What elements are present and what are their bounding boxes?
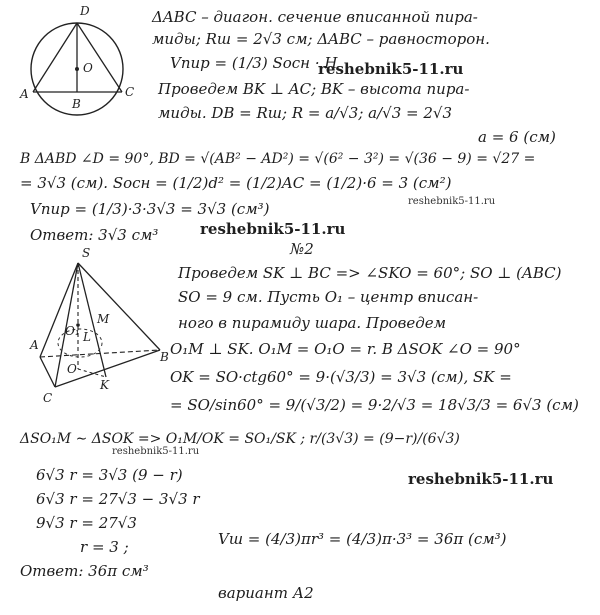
fig2-label-o: O bbox=[67, 362, 77, 376]
fig2-label-s: S bbox=[82, 246, 91, 260]
watermark: reshebnik5-11.ru bbox=[408, 196, 496, 207]
text-line: Vш = (4/3)πr³ = (4/3)π·3³ = 36π (см³) bbox=[218, 530, 507, 548]
text-line: Vпир = (1/3) Sосн · H bbox=[170, 54, 338, 72]
text-line: миды. DB = Rш; R = a/√3; a/√3 = 2√3 bbox=[158, 104, 453, 122]
text-line: = SO/sin60° = 9/(√3/2) = 9·2/√3 = 18√3/3 = 6√3 (см) bbox=[170, 396, 579, 414]
text-line: миды; Rш = 2√3 см; ΔABC – равносторон. bbox=[152, 30, 490, 48]
fig1-label-d: D bbox=[80, 4, 90, 18]
pyramid-figure bbox=[0, 245, 175, 415]
answer-line: Ответ: 3√3 см³ bbox=[30, 226, 159, 244]
watermark: reshebnik5-11.ru bbox=[112, 446, 200, 457]
text-line: SO = 9 см. Пусть O₁ – центр вписан- bbox=[178, 288, 479, 306]
answer-line: Ответ: 36π см³ bbox=[20, 562, 149, 580]
text-line: ΔSO₁M ∼ ΔSOK => O₁M/OK = SO₁/SK ; r/(3√3) = (9−r)/(6√3) bbox=[20, 431, 460, 447]
watermark: reshebnik5-11.ru bbox=[408, 470, 554, 488]
text-line: Проведем SK ⊥ BC => ∠SKO = 60°; SO ⊥ (ABC) bbox=[178, 264, 562, 282]
text-line: Проведем BK ⊥ AC; BK – высота пира- bbox=[158, 80, 470, 98]
text-line: = 3√3 (см). Sосн = (1/2)d² = (1/2)AC = (1/2)·6 = 3 (см²) bbox=[20, 174, 452, 192]
fig1-label-b: B bbox=[72, 97, 81, 111]
text-line: O₁M ⊥ SK. O₁M = O₁O = r. В ΔSOK ∠O = 90° bbox=[170, 340, 521, 358]
text-line: 9√3 r = 27√3 bbox=[36, 514, 137, 532]
variant-label: вариант А2 bbox=[218, 584, 314, 602]
text-line: ΔABC – диагон. сечение вписанной пира- bbox=[152, 8, 478, 26]
text-line: 6√3 r = 27√3 − 3√3 r bbox=[36, 490, 200, 508]
fig2-label-m: M bbox=[97, 312, 110, 326]
fig1-label-a: A bbox=[20, 87, 29, 101]
fig2-label-l: L bbox=[83, 330, 91, 344]
fig2-label-a: A bbox=[30, 338, 39, 352]
text-line: a = 6 (см) bbox=[478, 128, 556, 146]
watermark: reshebnik5-11.ru bbox=[200, 220, 346, 238]
text-line: Vпир = (1/3)·3·3√3 = 3√3 (см³) bbox=[30, 200, 270, 218]
fig1-label-o: O bbox=[83, 61, 93, 75]
text-line: r = 3 ; bbox=[80, 538, 129, 556]
fig2-label-k: K bbox=[100, 378, 109, 392]
fig2-label-c: C bbox=[43, 391, 53, 405]
text-line: В ΔABD ∠D = 90°, BD = √(AB² − AD²) = √(6² − 3²) = √(36 − 9) = √27 = bbox=[20, 151, 536, 167]
section-number: №2 bbox=[290, 240, 314, 258]
watermark: reshebnik5-11.ru bbox=[318, 60, 464, 78]
text-line: OK = SO·ctg60° = 9·(√3/3) = 3√3 (см), SK = bbox=[170, 368, 512, 386]
fig2-label-o1: O₁ bbox=[65, 324, 80, 338]
fig1-label-c: C bbox=[125, 85, 135, 99]
circle-triangle-figure bbox=[0, 0, 150, 150]
text-line: 6√3 r = 3√3 (9 − r) bbox=[36, 466, 183, 484]
text-line: ного в пирамиду шара. Проведем bbox=[178, 314, 447, 332]
fig2-label-b: B bbox=[160, 350, 169, 364]
